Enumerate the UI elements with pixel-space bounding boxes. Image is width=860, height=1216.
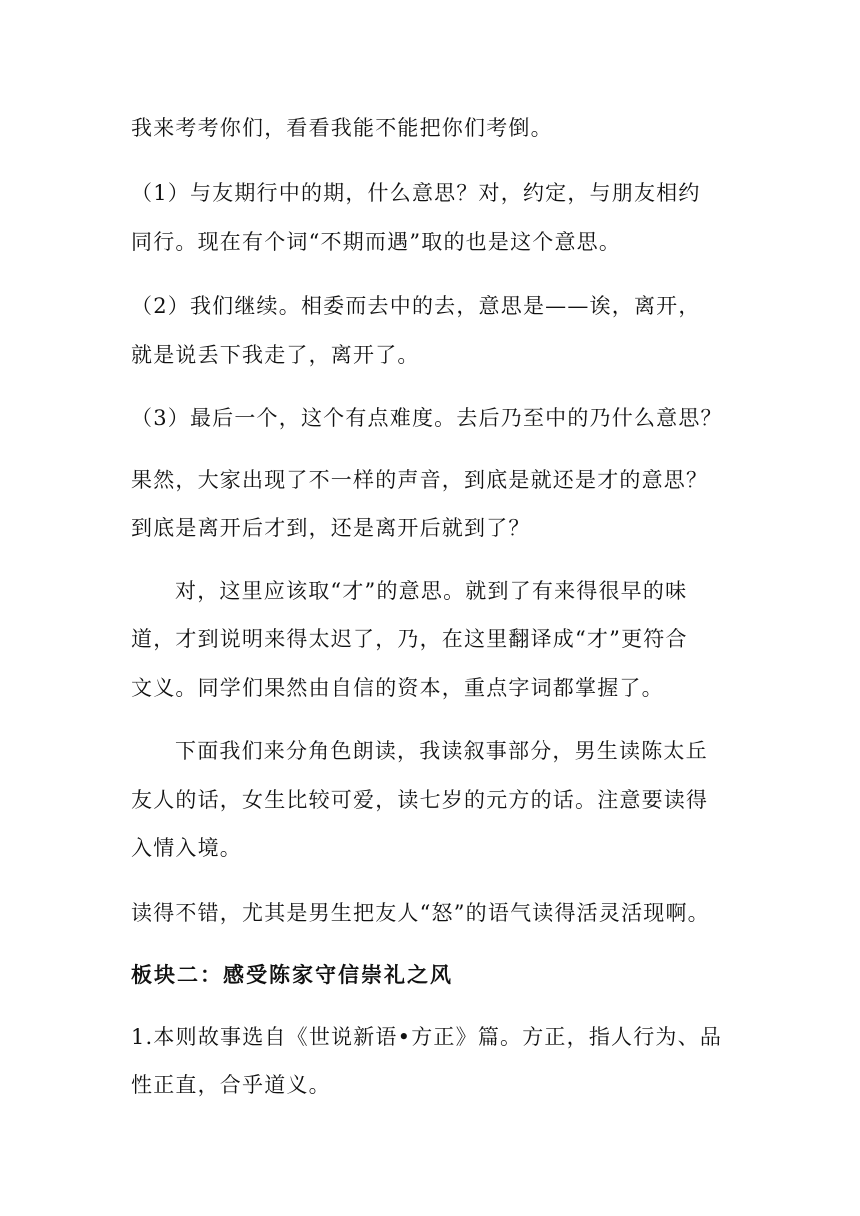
paragraph-4-line-1: （3）最后一个，这个有点难度。去后乃至中的乃什么意思？ <box>131 406 723 430</box>
paragraph-9-line-2: 性正直，合乎道义。 <box>131 1073 331 1097</box>
paragraph-5-line-2: 到底是离开后才到，还是离开后就到了？ <box>131 516 531 540</box>
paragraph-3-line-1: （2）我们继续。相委而去中的去，意思是——诶，离开， <box>131 294 701 318</box>
paragraph-2-line-1: （1）与友期行中的期，什么意思？对，约定，与朋友相约 <box>131 181 701 205</box>
paragraph-3-line-2: 就是说丢下我走了，离开了。 <box>131 343 420 367</box>
paragraph-8-line-1: 读得不错，尤其是男生把友人“怒”的语气读得活灵活现啊。 <box>131 901 710 925</box>
paragraph-7-line-2: 友人的话，女生比较可爱，读七岁的元方的话。注意要读得 <box>131 788 709 812</box>
paragraph-1-line-1: 我来考考你们，看看我能不能把你们考倒。 <box>131 116 553 140</box>
paragraph-6-line-2: 道，才到说明来得太迟了，乃，在这里翻译成“才”更符合 <box>131 627 688 651</box>
paragraph-6-line-1: 对，这里应该取“才”的意思。就到了有来得很早的味 <box>175 579 688 603</box>
section-heading: 板块二：感受陈家守信崇礼之风 <box>131 963 453 987</box>
paragraph-9-line-1: 1.本则故事选自《世说新语•方正》篇。方正，指人行为、品 <box>131 1025 723 1049</box>
paragraph-6-line-3: 文义。同学们果然由自信的资本，重点字词都掌握了。 <box>131 676 664 700</box>
paragraph-7-line-3: 入情入境。 <box>131 836 242 860</box>
paragraph-7-line-1: 下面我们来分角色朗读，我读叙事部分，男生读陈太丘 <box>175 739 708 763</box>
paragraph-5-line-1: 果然，大家出现了不一样的声音，到底是就还是才的意思？ <box>131 468 709 492</box>
paragraph-2-line-2: 同行。现在有个词“不期而遇”取的也是这个意思。 <box>131 230 622 254</box>
